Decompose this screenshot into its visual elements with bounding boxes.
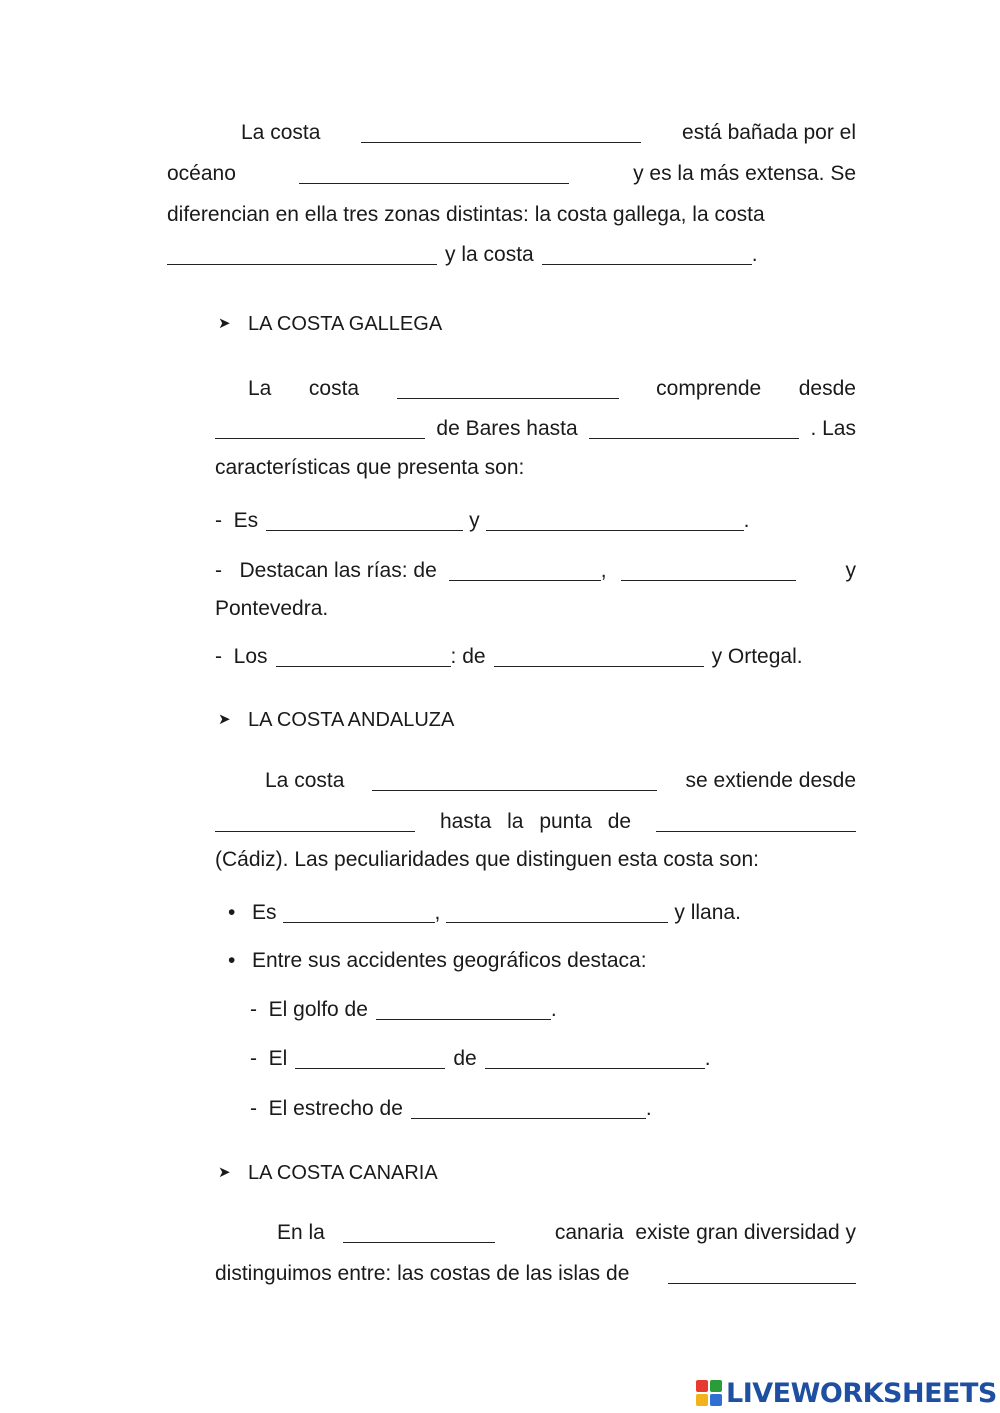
gallega-line-3: características que presenta son: [215,456,525,479]
blank-field[interactable] [542,246,752,265]
intro-line-3: diferencian en ella tres zonas distintas: la costa gallega, la costa [167,203,765,226]
canaria-line-1: En la canaria existe gran diversidad y [277,1221,856,1244]
blank-field[interactable] [295,1050,445,1069]
blank-field[interactable] [215,813,415,832]
section-heading-andaluza: ➤ LA COSTA ANDALUZA [218,709,455,731]
bullet-icon: • [228,949,236,972]
blank-field[interactable] [376,1001,551,1020]
arrow-bullet-icon: ➤ [218,711,231,728]
andaluza-bullet-1: • Es , y llana. [228,901,741,924]
blank-field[interactable] [589,420,799,439]
blank-field[interactable] [343,1224,495,1243]
section-heading-canaria: ➤ LA COSTA CANARIA [218,1162,438,1184]
blank-field[interactable] [276,648,451,667]
gallega-line-2: de Bares hasta . Las [215,416,856,442]
intro-line-1: La costa está bañada por el [241,121,857,144]
intro-line-4: y la costa . [167,242,758,268]
blank-field[interactable] [485,1050,705,1069]
gallega-line-1: La costa comprende desde [248,377,856,400]
blank-field[interactable] [397,380,619,399]
arrow-bullet-icon: ➤ [218,1164,231,1181]
gallega-item-2-cont: Pontevedra. [215,597,329,620]
liveworksheets-logo: LIVEWORKSHEETS [696,1378,997,1408]
blank-field[interactable] [283,904,435,923]
canaria-line-2: distinguimos entre: las costas de las islas de [215,1261,856,1287]
arrow-bullet-icon: ➤ [218,315,231,332]
liveworksheets-logo-icon [696,1380,722,1406]
blank-field[interactable] [446,904,668,923]
andaluza-sub-2: - El de . [250,1047,711,1070]
andaluza-line-1: La costa se extiende desde [265,769,857,792]
section-heading-gallega: ➤ LA COSTA GALLEGA [218,313,443,335]
andaluza-line-2: hasta la punta de [215,809,856,835]
blank-field[interactable] [486,512,744,531]
andaluza-line-3: (Cádiz). Las peculiaridades que distinguen esta costa son: [215,848,759,871]
blank-field[interactable] [621,562,796,581]
blank-field[interactable] [361,124,641,143]
bullet-icon: • [228,901,236,924]
gallega-item-1: - Es y . [215,509,750,532]
blank-field[interactable] [449,562,601,581]
blank-field[interactable] [266,512,463,531]
andaluza-sub-3: - El estrecho de . [250,1097,652,1120]
blank-field[interactable] [668,1265,856,1284]
andaluza-sub-1: - El golfo de . [250,998,557,1021]
gallega-item-3: - Los : de y Ortegal. [215,645,803,668]
blank-field[interactable] [167,246,437,265]
blank-field[interactable] [411,1100,646,1119]
gallega-item-2: - Destacan las rías: de , y [215,559,856,582]
blank-field[interactable] [372,772,657,791]
blank-field[interactable] [299,165,569,184]
intro-line-2: océano y es la más extensa. Se [167,162,857,185]
andaluza-bullet-2: • Entre sus accidentes geográficos destaca: [228,949,647,972]
blank-field[interactable] [494,648,704,667]
blank-field[interactable] [215,420,425,439]
blank-field[interactable] [656,813,856,832]
